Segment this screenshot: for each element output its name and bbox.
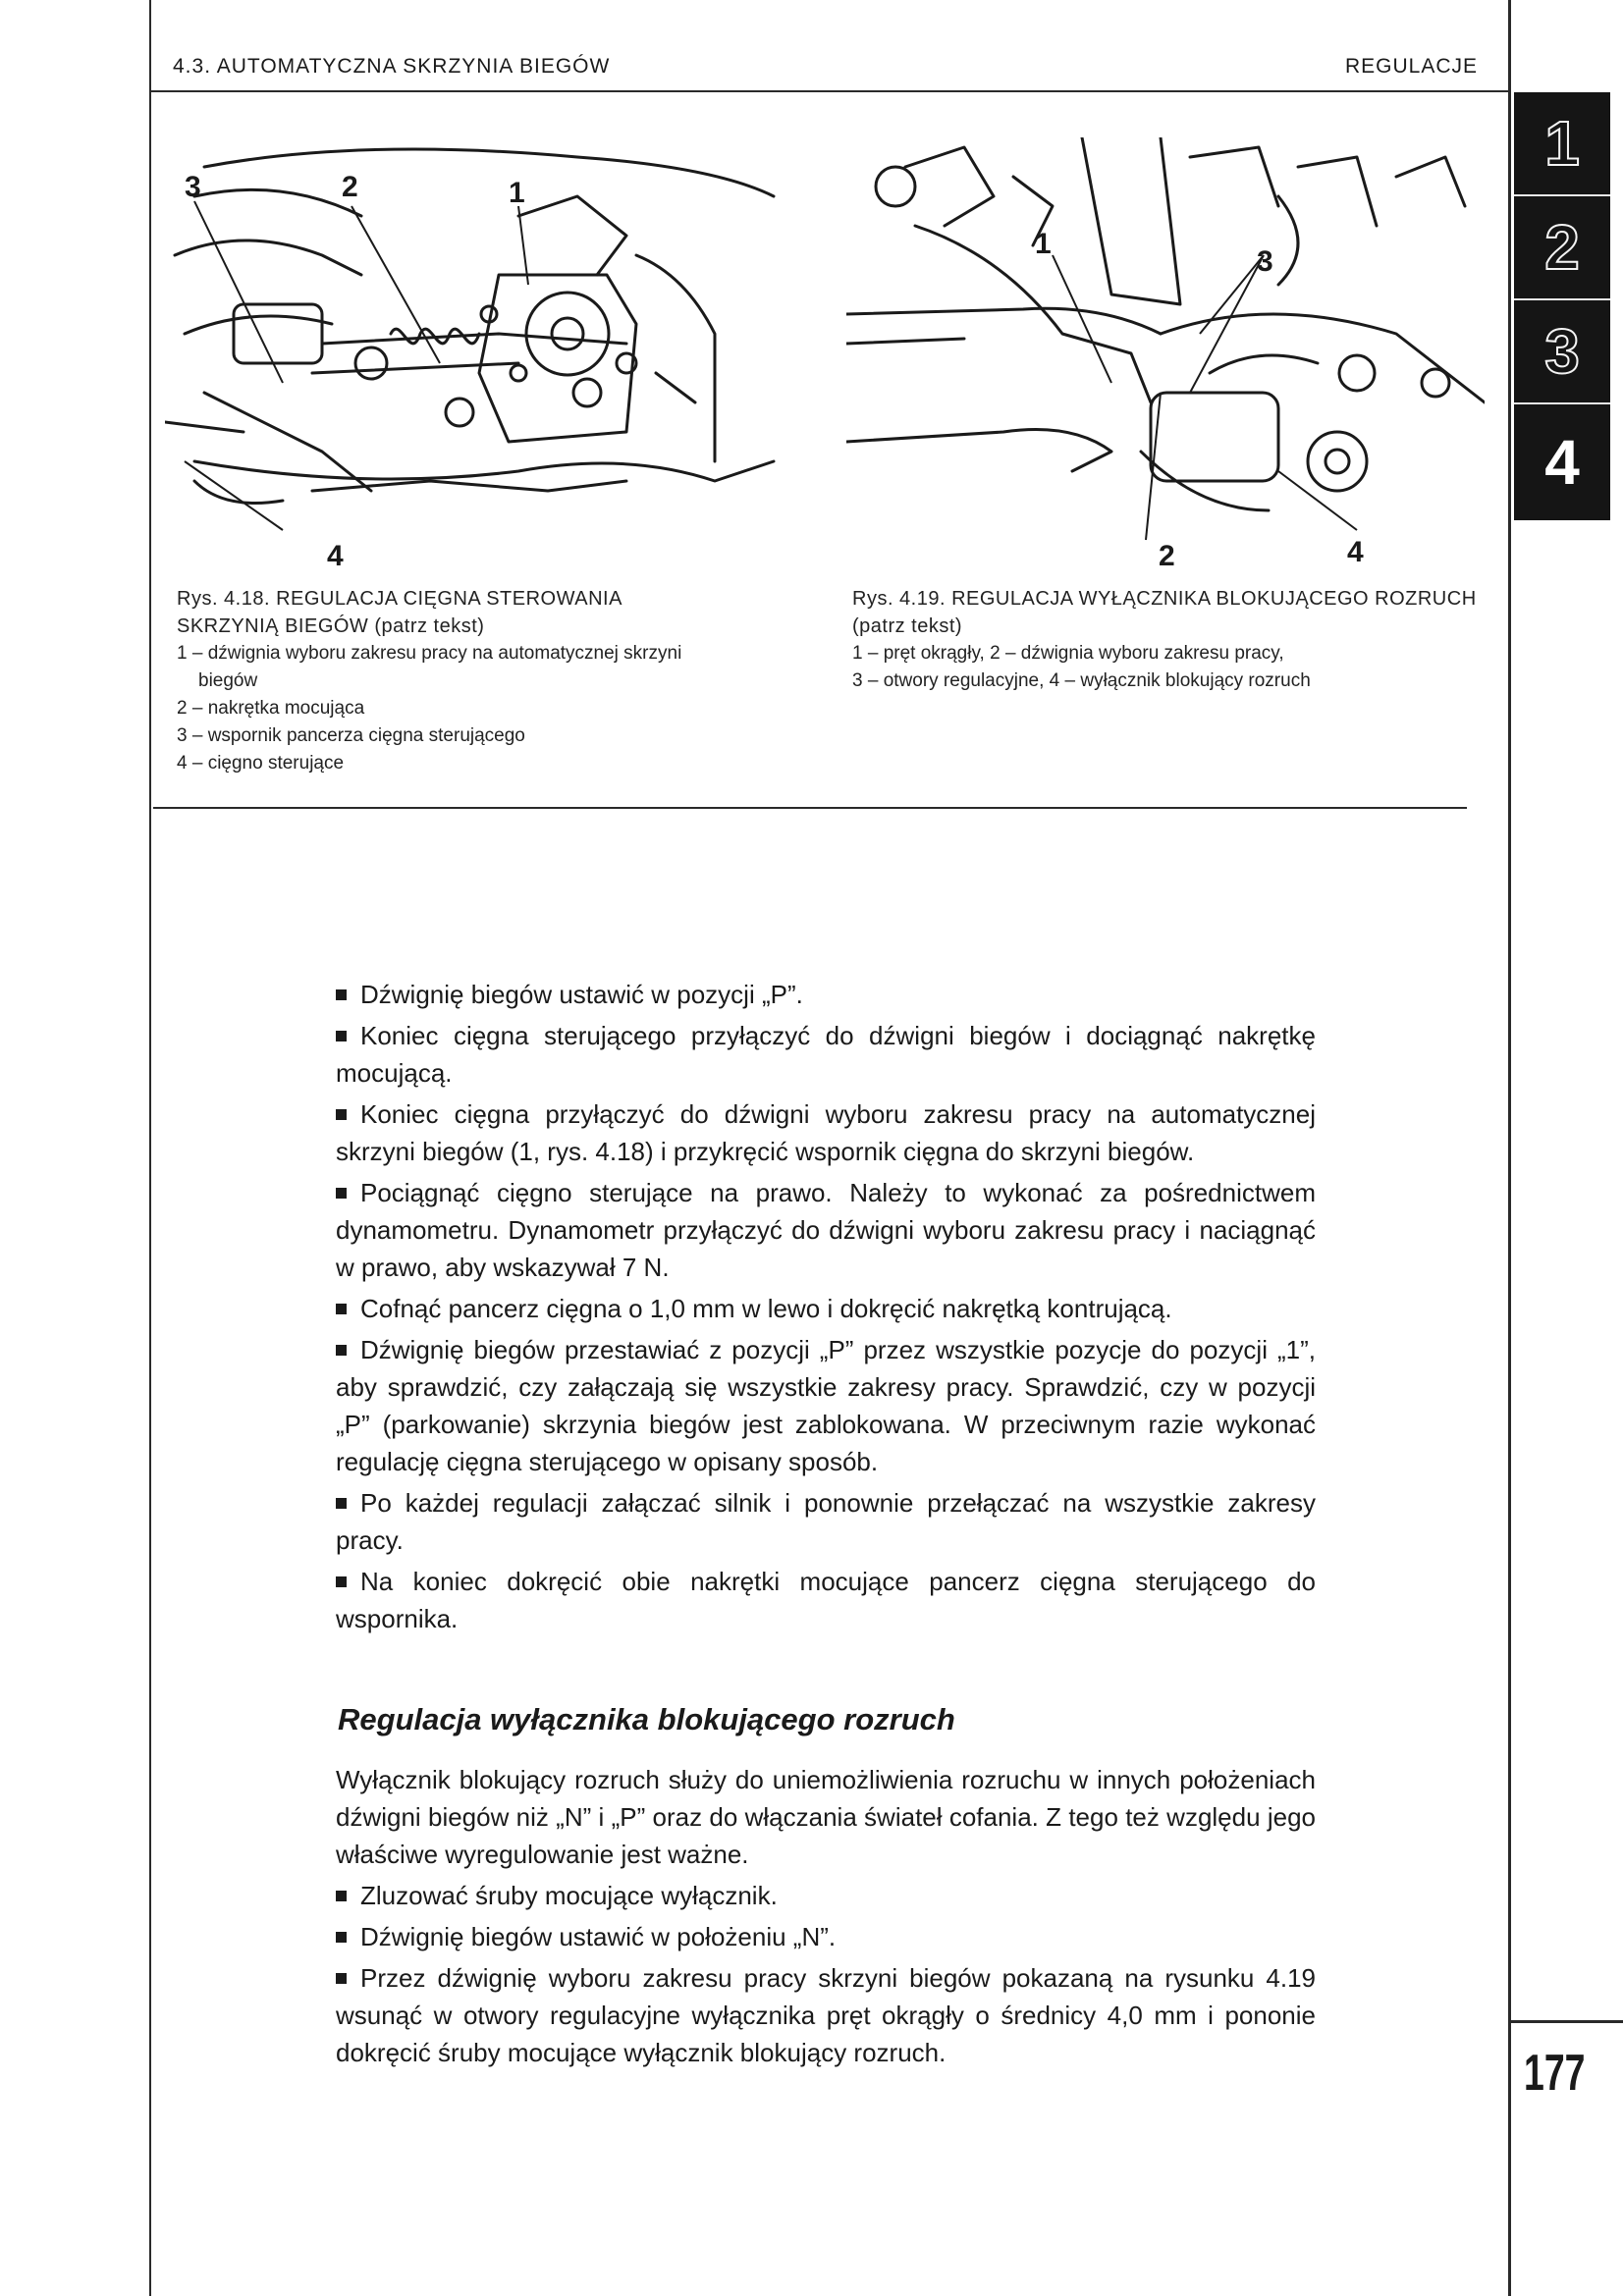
list-item: Po każdej regulacji załączać silnik i ponownie przełączać na wszystkie zakresy pracy. <box>336 1488 1316 1555</box>
chapter-tab-4[interactable]: 4 <box>1514 404 1610 520</box>
list-item: Koniec cięgna przyłączyć do dźwigni wyboru zakresu pracy na automatycznej skrzyni biegów (1, rys. 4.18) i przykręcić wspornik cięgna do skrzyni biegów. <box>336 1099 1316 1166</box>
bullet-square-icon <box>336 1498 347 1509</box>
figure-4-19-illustration <box>846 137 1485 569</box>
chapter-tab-2[interactable]: 2 <box>1514 196 1610 298</box>
figure-label: 4 <box>327 540 344 569</box>
figure-section-rule <box>153 807 1467 809</box>
list-item: Cofnąć pancerz cięgna o 1,0 mm w lewo i dokręcić nakrętką kontrującą. <box>336 1290 1316 1327</box>
figure-label: 1 <box>1035 228 1052 260</box>
list-item: Zluzować śruby mocujące wyłącznik. <box>336 1877 1316 1914</box>
page-frame-left <box>149 0 151 2296</box>
caption-item: 1 – dźwignia wyboru zakresu pracy na automatycznej skrzyni biegów <box>177 643 682 691</box>
bullet-square-icon <box>336 1973 347 1984</box>
list-item: Dźwignię biegów ustawić w pozycji „P”. <box>336 976 1316 1013</box>
list-item: Dźwignię biegów ustawić w położeniu „N”. <box>336 1918 1316 1955</box>
section-intro: Wyłącznik blokujący rozruch służy do uniemożliwienia rozruchu w innych położeniach dźwigni biegów niż „N” i „P” oraz do włączania świateł cofania. Z tego też względu jego właściwe wyregulowanie jest ważne. <box>336 1765 1316 1869</box>
header-rule <box>149 90 1508 92</box>
figure-label: 1 <box>509 177 525 209</box>
bullet-square-icon <box>336 1109 347 1120</box>
page-number-rule <box>1508 2020 1623 2023</box>
bullet-square-icon <box>336 1891 347 1901</box>
caption-title: Rys. 4.19. REGULACJA WYŁĄCZNIKA BLOKUJĄCEGO ROZRUCH (patrz tekst) <box>852 588 1477 637</box>
bullet-square-icon <box>336 1031 347 1041</box>
page-frame-right <box>1508 0 1511 2296</box>
list-item: Przez dźwignię wyboru zakresu pracy skrzyni biegów pokazaną na rysunku 4.19 wsunąć w otwory regulacyjne wyłącznika pręt okrągły o średnicy 4,0 mm i pononie dokręcić śruby mocujące wyłącznik blokujący rozruch. <box>336 1963 1316 2067</box>
caption-item: 2 – nakrętka mocująca <box>177 698 365 719</box>
bullet-square-icon <box>336 1188 347 1199</box>
list-item: Koniec cięgna sterującego przyłączyć do dźwigni biegów i dociągnąć nakrętkę mocującą. <box>336 1021 1316 1088</box>
list-item: Pociągnąć cięgno sterujące na prawo. Należy to wykonać za pośrednictwem dynamometru. Dynamometr przyłączyć do dźwigni wyboru zakresu pracy i naciągnąć w prawo, aby wskazywał 7 N. <box>336 1178 1316 1282</box>
caption-item: 3 – wspornik pancerza cięgna sterującego <box>177 725 525 746</box>
bullet-square-icon <box>336 1345 347 1356</box>
bullet-square-icon <box>336 1576 347 1587</box>
chapter-tab-3[interactable]: 3 <box>1514 300 1610 402</box>
caption-item: 3 – otwory regulacyjne, 4 – wyłącznik blokujący rozruch <box>852 670 1311 691</box>
bullet-square-icon <box>336 1932 347 1943</box>
figure-label: 3 <box>1257 245 1273 278</box>
figure-label: 3 <box>185 171 201 203</box>
chapter-tab-1[interactable]: 1 <box>1514 92 1610 194</box>
page-number: 177 <box>1524 2045 1586 2102</box>
caption-item: 1 – pręt okrągły, 2 – dźwignia wyboru zakresu pracy, <box>852 643 1284 664</box>
section-header: 4.3. AUTOMATYCZNA SKRZYNIA BIEGÓW <box>173 55 611 78</box>
category-header: REGULACJE <box>1344 55 1478 78</box>
section-body <box>336 1761 1316 2075</box>
figure-4-19-caption <box>852 585 1481 695</box>
bullet-square-icon <box>336 1304 347 1314</box>
bullet-square-icon <box>336 989 347 1000</box>
section-heading: Regulacja wyłącznika blokującego rozruch <box>338 1702 955 1736</box>
list-item: Dźwignię biegów przestawiać z pozycji „P” przez wszystkie pozycje do pozycji „1”, aby sprawdzić, czy załączają się wszystkie zakresy pracy. Sprawdzić, czy w pozycji „P” (parkowanie) skrzynia biegów jest zablokowana. W przeciwnym razie wykonać regulację cięgna sterującego w opisany sposób. <box>336 1335 1316 1476</box>
caption-title: Rys. 4.18. REGULACJA CIĘGNA STEROWANIA SKRZYNIĄ BIEGÓW (patrz tekst) <box>177 588 622 637</box>
caption-item: 4 – cięgno sterujące <box>177 753 345 774</box>
figure-4-18-illustration <box>165 137 803 569</box>
procedure-steps <box>336 976 1316 1641</box>
figure-4-18-caption <box>177 585 697 777</box>
figure-label: 2 <box>1159 540 1175 569</box>
list-item: Na koniec dokręcić obie nakrętki mocujące pancerz cięgna sterującego do wspornika. <box>336 1567 1316 1633</box>
figure-label: 2 <box>342 171 358 203</box>
figure-label: 4 <box>1347 536 1364 568</box>
